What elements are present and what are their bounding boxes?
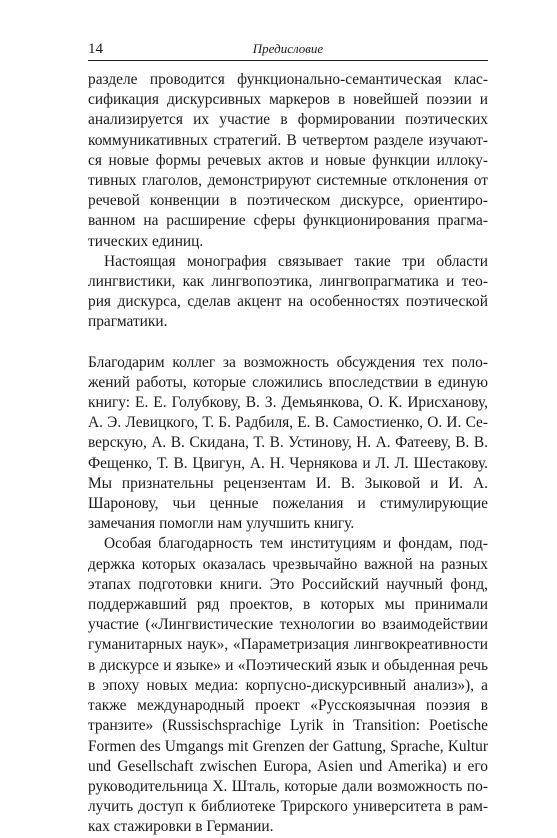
page-header <box>88 38 488 61</box>
running-title: Предисловие <box>252 41 324 56</box>
page-number: 14 <box>88 41 103 57</box>
paragraph-acknowledgements-funds: Особая благодарность тем институциям и фондам, поддержка которых оказалась чрезвычайно важной на разных этапах подготовки книги. Это Российский научный фонд, поддержавший ряд проектов, в которых мы принимали участие («Лингвистические технологии во взаимодействии гуманитарных наук», «Параметризация лингвокреативности в дискурсе и языке» и «Поэтический язык и обыденная речь в эпоху новых медиа: корпусно-дискурсивный анализ»), а также международный проект «Русскоязычная поэзия в транзите» (Russischsprachige Lyrik in Transition: Poetische Formen des Umgangs mit Grenzen der Gattung, Sprache, Kultur und Gesellschaft zwischen Europa, Asien und Amerika) и его руководительница Х. Шталь, которые дали возможность получить доступ к библиотеке Трирского университета в рамках стажировки в Германии. <box>88 535 488 836</box>
paragraph-monograph-scope: Настоящая монография связывает такие три области лингвистики, как лингвопоэтика, лингвопрагматика и теория дискурса, сделав акцент на особенностях поэтической прагматики. <box>88 252 488 331</box>
paragraph-continuation: разделе проводится функционально-семантическая классификация дискурсивных маркеров в новейшей поэзии и анализируется их участие в формировании поэтических коммуникативных стратегий. В четвертом разделе изучаются новые формы речевых актов и новые функции иллокутивных глаголов, демонстрируют системные отклонения от речевой конвенции в поэтическом дискурсе, ориентированном на расширение сферы функционирования прагматических единиц. <box>88 71 488 250</box>
body-text <box>88 70 488 838</box>
paragraph-acknowledgements-colleagues: Благодарим коллег за возможность обсуждения тех положений работы, которые сложились впоследствии в единую книгу: Е. Е. Голубкову, В. З. Демьянкова, О. К. Ирисханову, А. Э. Левицкого, Т. Б. Радбиля, Е. В. Самостиенко, О. И. Северскую, А. В. Скидана, Т. В. Устинову, Н. А. Фатееву, В. В. Фещенко, Т. В. Цвигун, А. Н. Чернякова и Л. Л. Шестакову. Мы признательны рецензентам И. В. Зыковой и И. А. Шаронову, чьи ценные пожелания и стимулирующие замечания помогли нам улучшить книгу. <box>88 353 488 533</box>
